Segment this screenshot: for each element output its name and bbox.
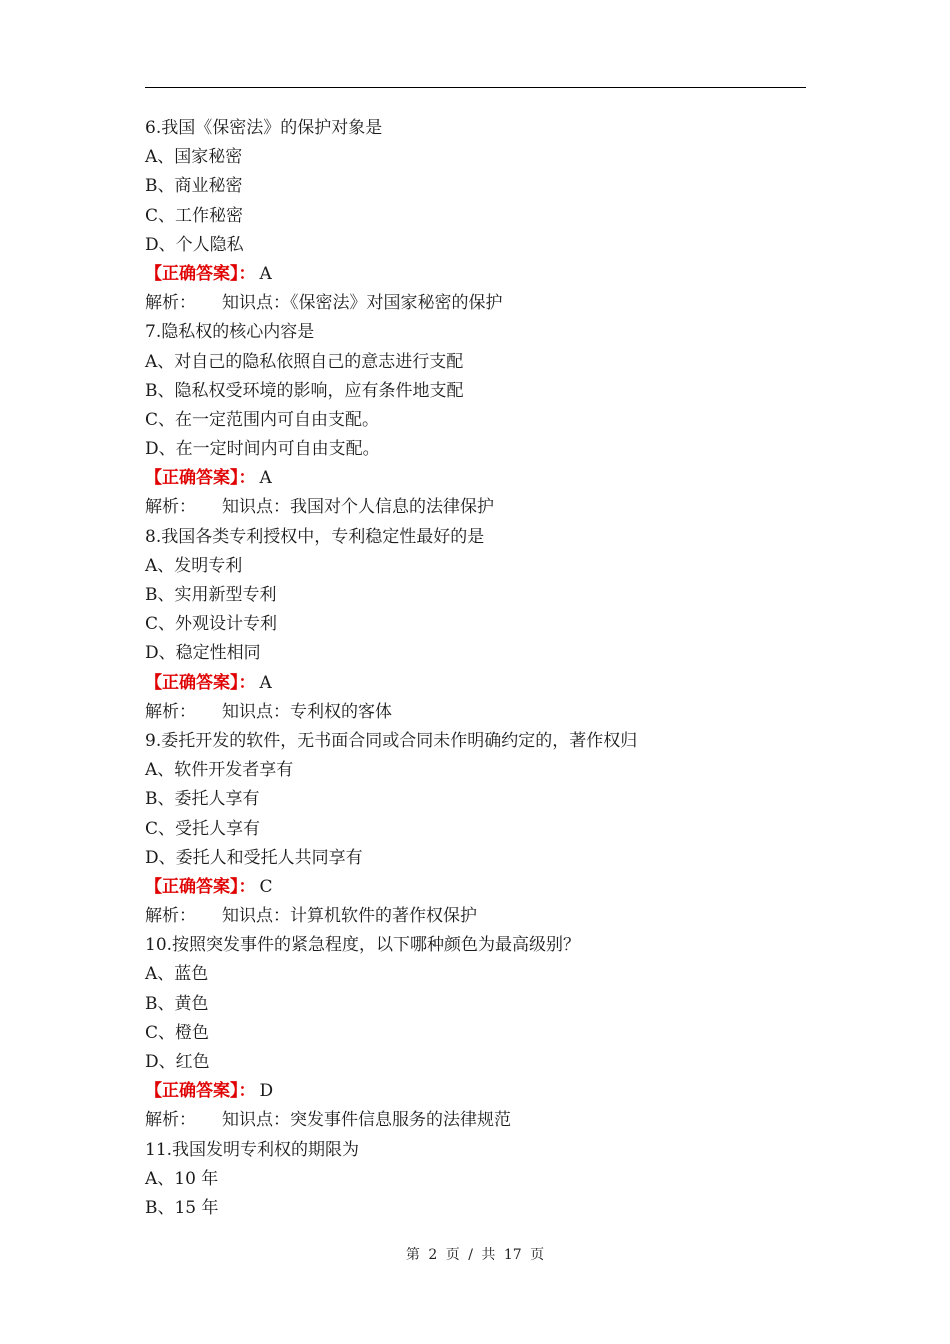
option-item: A、对自己的隐私依照自己的意志进行支配 <box>145 351 464 372</box>
option-item: B、15 年 <box>145 1197 219 1218</box>
footer-total-pages: 17 <box>503 1247 522 1263</box>
question-stem: 6.我国《保密法》的保护对象是 <box>145 118 383 138</box>
answer-row <box>145 873 825 902</box>
option-item: B、商业秘密 <box>145 176 243 197</box>
option-item: B、黄色 <box>145 993 209 1014</box>
question-stem: 9.委托开发的软件，无书面合同或合同未作明确约定的，著作权归 <box>145 730 638 751</box>
option-item: D、稳定性相同 <box>145 643 261 664</box>
option-item: A、发明专利 <box>145 555 243 576</box>
footer-total-prefix: 共 <box>481 1247 496 1263</box>
answer-label: 【正确答案】： <box>145 1081 256 1102</box>
question-stem: 8.我国各类专利授权中，专利稳定性最好的是 <box>145 526 485 547</box>
answer-row <box>145 669 825 698</box>
option-item: D、在一定时间内可自由支配。 <box>145 439 380 460</box>
page-footer <box>0 1244 950 1264</box>
analysis-text: 知识点：专利权的客体 <box>222 701 392 722</box>
option-item: D、个人隐私 <box>145 234 244 255</box>
option-item: C、工作秘密 <box>145 205 244 226</box>
analysis-text: 知识点：计算机软件的著作权保护 <box>222 906 477 927</box>
analysis-text: 知识点：《保密法》对国家秘密的保护 <box>222 293 503 314</box>
analysis-row <box>145 493 825 522</box>
footer-page-number: 2 <box>428 1247 438 1263</box>
option-item: D、红色 <box>145 1052 210 1072</box>
option-item: C、橙色 <box>145 1022 210 1043</box>
header-rule <box>145 87 806 88</box>
question-stem: 10.按照突发事件的紧急程度，以下哪种颜色为最高级别？ <box>145 935 581 956</box>
answer-label: 【正确答案】： <box>145 468 256 489</box>
answer-row <box>145 464 825 493</box>
option-item: B、隐私权受环境的影响，应有条件地支配 <box>145 380 464 401</box>
answer-value: A <box>259 672 272 693</box>
analysis-prefix: 解析： <box>145 497 196 518</box>
analysis-row <box>145 698 825 727</box>
option-item: B、委托人享有 <box>145 789 260 810</box>
option-item: A、软件开发者享有 <box>145 760 294 781</box>
analysis-text: 知识点：突发事件信息服务的法律规范 <box>222 1110 511 1131</box>
analysis-prefix: 解析： <box>145 906 196 927</box>
analysis-prefix: 解析： <box>145 701 196 722</box>
option-item: A、10 年 <box>145 1168 219 1189</box>
option-item: A、国家秘密 <box>145 147 243 168</box>
question-stem: 11.我国发明专利权的期限为 <box>145 1139 360 1160</box>
analysis-row <box>145 1106 825 1135</box>
footer-total-unit: 页 <box>530 1247 545 1263</box>
analysis-prefix: 解析： <box>145 1110 196 1131</box>
question-stem: 7.隐私权的核心内容是 <box>145 322 315 343</box>
answer-value: C <box>259 876 273 897</box>
option-item: C、外观设计专利 <box>145 614 278 635</box>
footer-prefix: 第 <box>405 1247 420 1263</box>
answer-label: 【正确答案】： <box>145 876 256 897</box>
answer-label: 【正确答案】： <box>145 672 256 693</box>
footer-separator: / <box>468 1247 473 1263</box>
answer-value: A <box>259 468 272 489</box>
option-item: B、实用新型专利 <box>145 585 277 605</box>
footer-page-unit: 页 <box>445 1247 460 1263</box>
analysis-text: 知识点：我国对个人信息的法律保护 <box>222 497 494 518</box>
answer-value: A <box>259 263 272 284</box>
option-item: C、在一定范围内可自由支配。 <box>145 409 380 430</box>
analysis-row <box>145 289 825 318</box>
option-item: C、受托人享有 <box>145 818 261 839</box>
analysis-prefix: 解析： <box>145 293 196 314</box>
option-item: A、蓝色 <box>145 964 209 985</box>
answer-row <box>145 1077 825 1106</box>
answer-label: 【正确答案】： <box>145 263 256 284</box>
answer-row <box>145 260 825 289</box>
document-body <box>145 114 825 1223</box>
answer-value: D <box>259 1081 274 1102</box>
analysis-row <box>145 902 825 931</box>
option-item: D、委托人和受托人共同享有 <box>145 847 363 868</box>
